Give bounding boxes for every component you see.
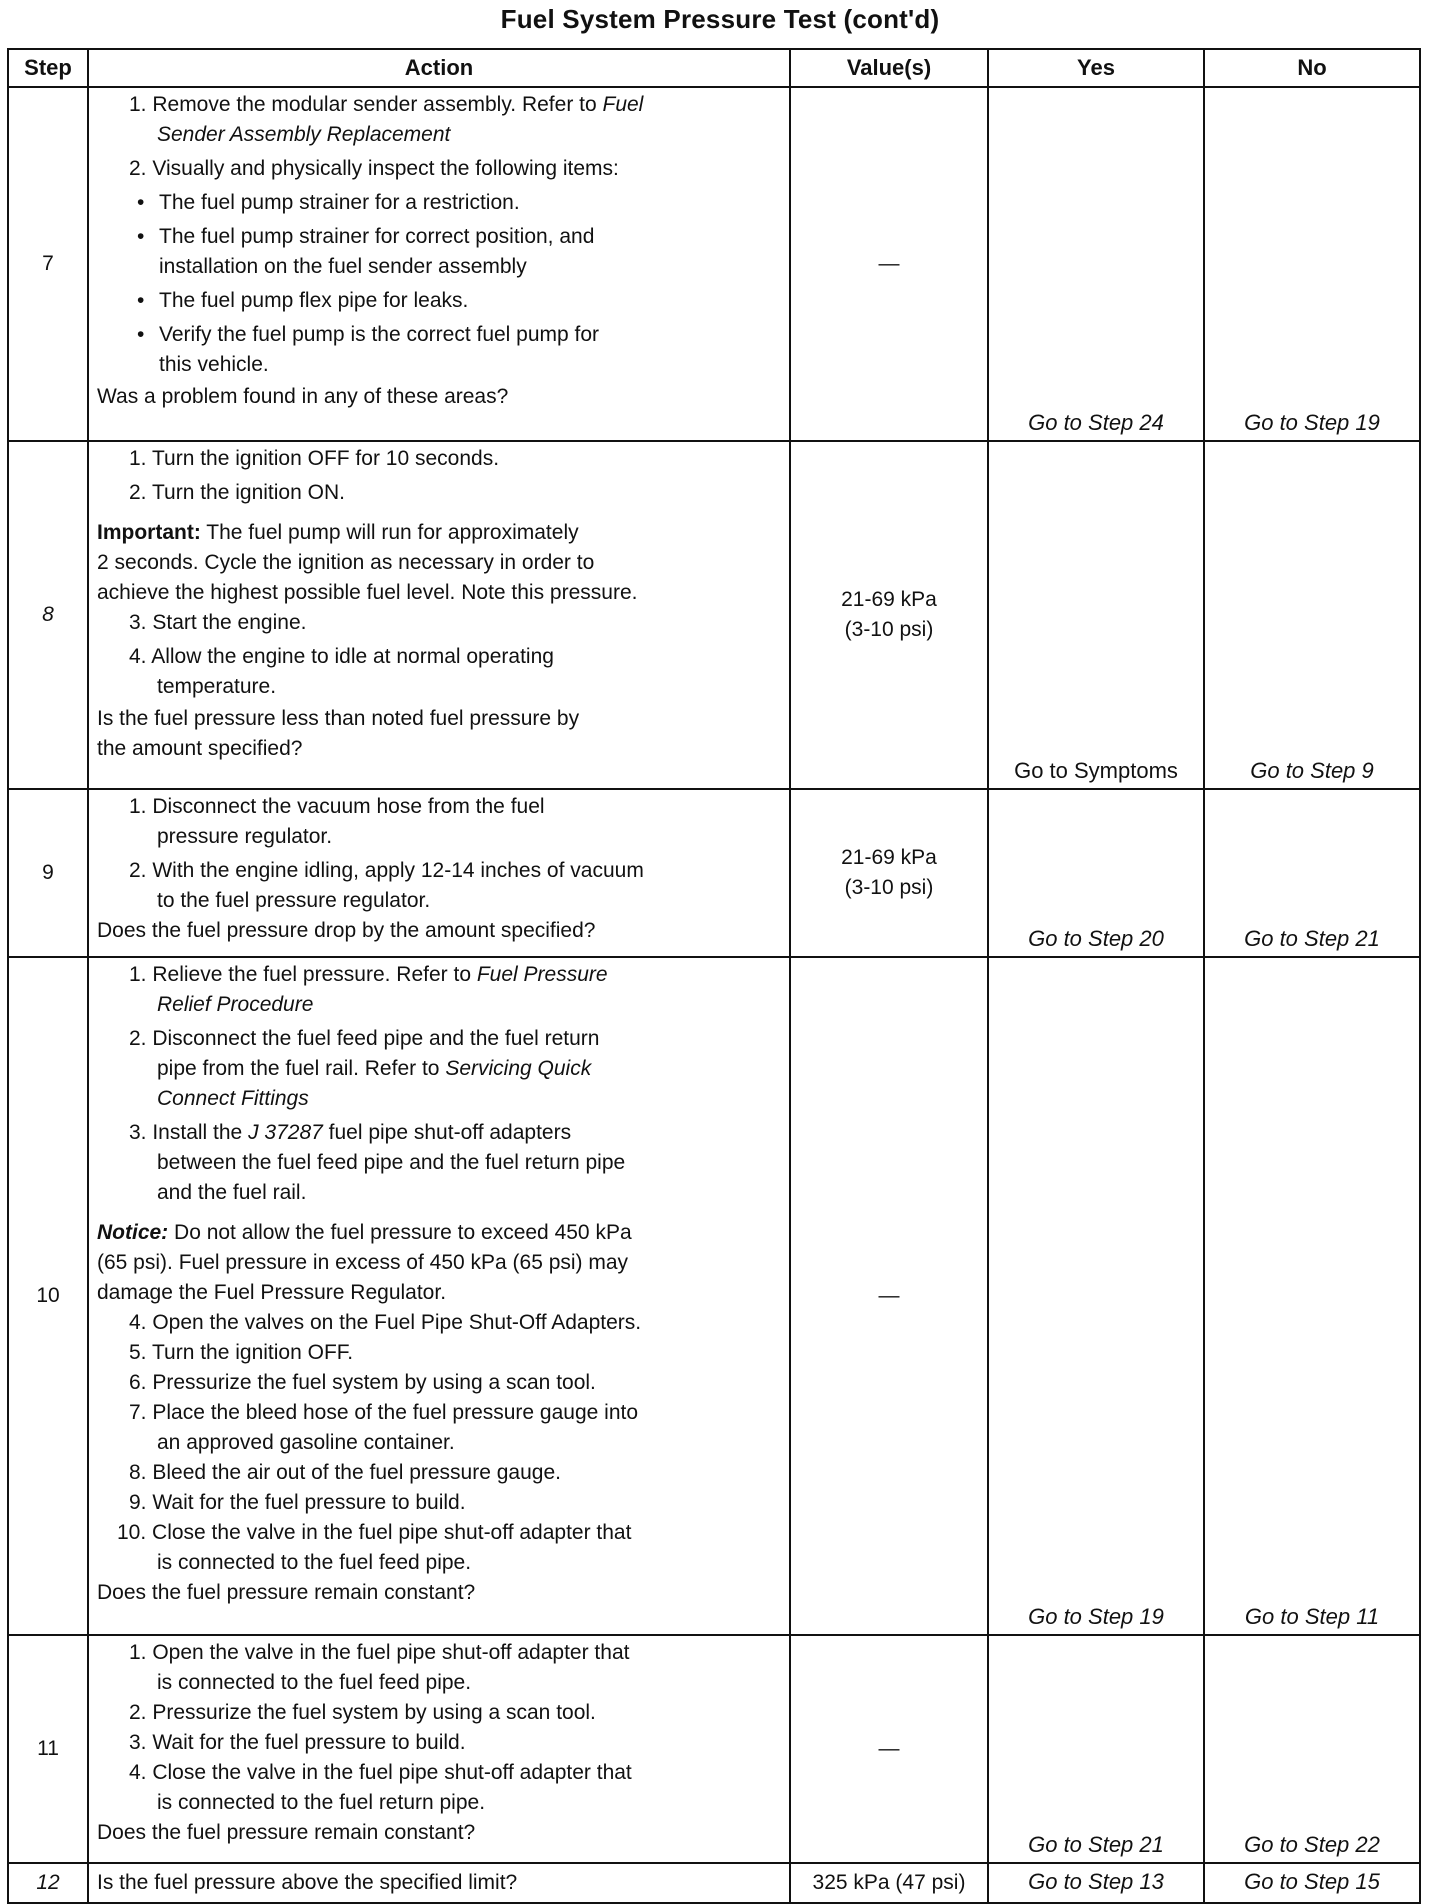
yes-result: Go to Step 19	[988, 957, 1204, 1635]
action-line: 2. Disconnect the fuel feed pipe and the fuel return	[129, 1027, 600, 1050]
action-line: 1. Disconnect the vacuum hose from the fuel	[129, 795, 545, 818]
action-line: 1. Turn the ignition OFF for 10 seconds.	[129, 447, 500, 470]
table-row-step-9	[8, 789, 1420, 957]
value-psi: (3-10 psi)	[844, 618, 934, 641]
question: Does the fuel pressure remain constant?	[97, 1821, 476, 1844]
action-line: 8. Bleed the air out of the fuel pressure gauge.	[129, 1461, 561, 1484]
header-step: Step	[8, 49, 88, 87]
bullet-item: • The fuel pump strainer for correct position, and	[137, 225, 595, 248]
action-line: 10. Close the valve in the fuel pipe shut-off adapter that	[117, 1521, 632, 1544]
value-cell: —	[790, 87, 988, 441]
action-line: (65 psi). Fuel pressure in excess of 450 kPa (65 psi) may	[97, 1251, 629, 1274]
value-cell: —	[790, 1635, 988, 1863]
action-line: 2 seconds. Cycle the ignition as necessary in order to	[97, 551, 595, 574]
table-header-row	[8, 49, 1420, 87]
action-line: Connect Fittings	[157, 1087, 309, 1110]
table-row-step-7	[8, 87, 1420, 441]
action-line: achieve the highest possible fuel level. Note this pressure.	[97, 581, 638, 604]
bullet-item: • The fuel pump strainer for a restriction.	[137, 191, 520, 214]
action-line: 1. Remove the modular sender assembly. Refer to Fuel	[129, 93, 644, 116]
question: Is the fuel pressure above the specified limit?	[97, 1871, 518, 1894]
step-number: 9	[8, 789, 88, 957]
yes-result: Go to Step 13	[988, 1863, 1204, 1903]
table-row-step-8	[8, 441, 1420, 789]
question: Does the fuel pressure drop by the amount specified?	[97, 919, 596, 942]
action-line: between the fuel feed pipe and the fuel return pipe	[157, 1151, 626, 1174]
table-row-step-12	[8, 1863, 1420, 1903]
step-number: 11	[8, 1635, 88, 1863]
value-cell: 325 kPa (47 psi)	[790, 1863, 988, 1903]
action-cell	[88, 87, 790, 441]
action-line: 6. Pressurize the fuel system by using a scan tool.	[129, 1371, 596, 1394]
yes-result: Go to Step 20	[988, 789, 1204, 957]
action-line: 2. With the engine idling, apply 12-14 inches of vacuum	[129, 859, 644, 882]
procedure-table	[7, 48, 1421, 1904]
bullet-item: • Verify the fuel pump is the correct fuel pump for	[137, 323, 600, 346]
action-cell	[88, 441, 790, 789]
value-psi: (3-10 psi)	[844, 876, 934, 899]
action-line: 3. Wait for the fuel pressure to build.	[129, 1731, 466, 1754]
action-cell	[88, 1635, 790, 1863]
action-cell	[88, 1863, 790, 1903]
action-line: 1. Open the valve in the fuel pipe shut-off adapter that	[129, 1641, 630, 1664]
action-line: 4. Open the valves on the Fuel Pipe Shut-Off Adapters.	[129, 1311, 642, 1334]
notice-note: Notice: Do not allow the fuel pressure to exceed 450 kPa	[97, 1221, 632, 1244]
yes-result: Go to Symptoms	[988, 441, 1204, 789]
action-line: 3. Start the engine.	[129, 611, 307, 634]
no-result: Go to Step 11	[1204, 957, 1420, 1635]
value-cell	[790, 441, 988, 789]
header-action: Action	[88, 49, 790, 87]
table-row-step-11	[8, 1635, 1420, 1863]
action-cell	[88, 957, 790, 1635]
question: the amount specified?	[97, 737, 303, 760]
no-result: Go to Step 9	[1204, 441, 1420, 789]
action-line: 5. Turn the ignition OFF.	[129, 1341, 354, 1364]
action-line: 2. Visually and physically inspect the following items:	[129, 157, 619, 180]
question: Is the fuel pressure less than noted fuel pressure by	[97, 707, 580, 730]
table-row-step-10	[8, 957, 1420, 1635]
value-kpa: 21-69 kPa	[841, 588, 937, 611]
step-number: 7	[8, 87, 88, 441]
header-yes: Yes	[988, 49, 1204, 87]
action-line: to the fuel pressure regulator.	[157, 889, 431, 912]
action-line: is connected to the fuel feed pipe.	[157, 1551, 472, 1574]
action-line: pipe from the fuel rail. Refer to Servicing Quick	[157, 1057, 592, 1080]
important-note: Important: The fuel pump will run for approximately	[97, 521, 579, 544]
value-kpa: 21-69 kPa	[841, 846, 937, 869]
bullet-item: • The fuel pump flex pipe for leaks.	[137, 289, 469, 312]
step-number: 12	[8, 1863, 88, 1903]
action-line: 2. Pressurize the fuel system by using a scan tool.	[129, 1701, 596, 1724]
action-line: 3. Install the J 37287 fuel pipe shut-off adapters	[129, 1121, 572, 1144]
no-result: Go to Step 22	[1204, 1635, 1420, 1863]
action-line: 9. Wait for the fuel pressure to build.	[129, 1491, 466, 1514]
action-line: 7. Place the bleed hose of the fuel pressure gauge into	[129, 1401, 639, 1424]
step-number: 8	[8, 441, 88, 789]
action-line: Relief Procedure	[157, 993, 314, 1016]
step-number: 10	[8, 957, 88, 1635]
action-line: is connected to the fuel feed pipe.	[157, 1671, 472, 1694]
action-line: is connected to the fuel return pipe.	[157, 1791, 486, 1814]
action-line: installation on the fuel sender assembly	[159, 255, 527, 278]
action-line: Sender Assembly Replacement	[157, 123, 451, 146]
action-line: 2. Turn the ignition ON.	[129, 481, 345, 504]
action-line: temperature.	[157, 675, 277, 698]
header-no: No	[1204, 49, 1420, 87]
action-line: 4. Allow the engine to idle at normal operating	[129, 645, 554, 668]
action-line: and the fuel rail.	[157, 1181, 307, 1204]
question: Does the fuel pressure remain constant?	[97, 1581, 476, 1604]
header-values: Value(s)	[790, 49, 988, 87]
page-title: Fuel System Pressure Test (cont'd)	[500, 4, 940, 34]
action-line: pressure regulator.	[157, 825, 333, 848]
action-line: an approved gasoline container.	[157, 1431, 455, 1454]
action-line: 4. Close the valve in the fuel pipe shut-off adapter that	[129, 1761, 632, 1784]
action-line: 1. Relieve the fuel pressure. Refer to Fuel Pressure	[129, 963, 608, 986]
action-line: damage the Fuel Pressure Regulator.	[97, 1281, 447, 1304]
action-line: this vehicle.	[159, 353, 269, 376]
no-result: Go to Step 19	[1204, 87, 1420, 441]
value-cell: —	[790, 957, 988, 1635]
no-result: Go to Step 21	[1204, 789, 1420, 957]
yes-result: Go to Step 24	[988, 87, 1204, 441]
yes-result: Go to Step 21	[988, 1635, 1204, 1863]
value-cell	[790, 789, 988, 957]
action-cell	[88, 789, 790, 957]
no-result: Go to Step 15	[1204, 1863, 1420, 1903]
question: Was a problem found in any of these areas?	[97, 385, 509, 408]
